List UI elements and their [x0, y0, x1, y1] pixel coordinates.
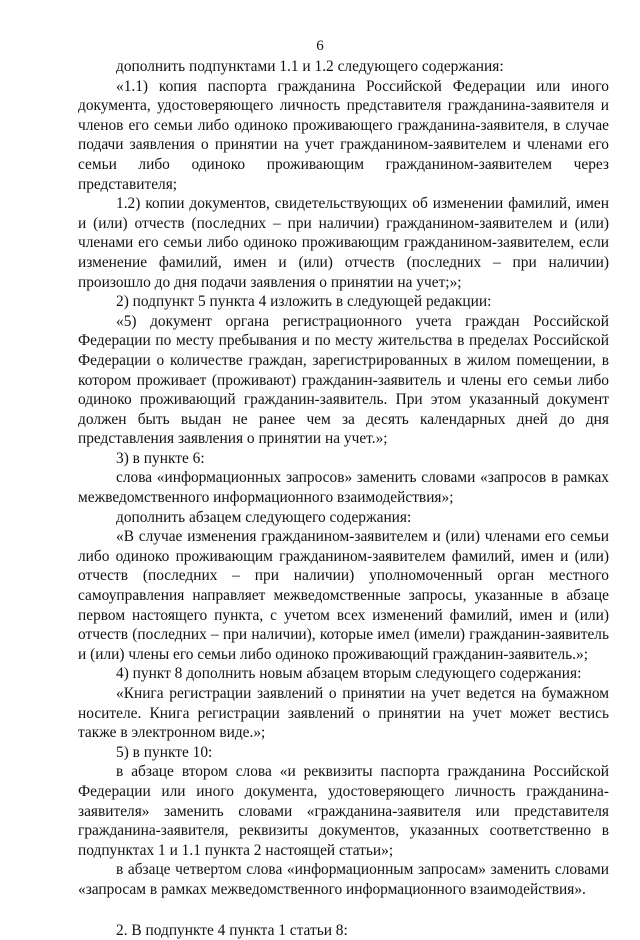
paragraph: 5) в пункте 10: [116, 743, 213, 761]
paragraph-spacer [78, 900, 609, 921]
paragraph: «1.1) копия паспорта гражданина Российской Федерации или иного документа, удостоверяющего личность представителя гражданина-заявителя и членов его семьи либо одиноко проживающего гражданина-заявителя, в случае подачи заявления о принятии на учет гражданином-заявителем и членами его семьи либо одиноко проживающим гражданином-заявителем через представителя; [78, 77, 609, 193]
paragraph: в абзаце четвертом слова «информационным запросам» заменить словами «запросам в рамках межведомственного информационного взаимодействия». [78, 861, 609, 898]
paragraph: дополнить абзацем следующего содержания: [116, 508, 412, 526]
paragraph: 4) пункт 8 дополнить новым абзацем вторым следующего содержания: [116, 665, 582, 683]
paragraph: 2) подпункт 5 пункта 4 изложить в следующей редакции: [116, 293, 492, 311]
paragraph: в абзаце втором слова «и реквизиты паспорта гражданина Российской Федерации или иного документа, удостоверяющего личность гражданина-заявителя» заменить словами «гражданина-заявителя или представителя гражданина-заявителя, реквизиты документов, указанных соответственно в подпунктах 1 и 1.1 пункта 2 настоящей статьи»; [78, 763, 609, 859]
paragraph: слова «информационных запросов» заменить словами «запросов в рамках межведомственного информационного взаимодействия»; [78, 469, 609, 507]
page-number: 6 [316, 38, 324, 54]
paragraph: «Книга регистрации заявлений о принятии на учет ведется на бумажном носителе. Книга регистрации заявлений о принятии на учет может вестись также в электронном виде.»; [78, 685, 609, 742]
paragraph: «В случае изменения гражданином-заявителем и (или) членами его семьи либо одиноко проживающим гражданином-заявителем фамилий, имен и (или) отчеств (последних – при наличии) уполномоченный орган местного самоуправления направляет межведомственные запросы, указанные в абзаце первом настоящего пункта, с учетом всех изменений фамилий, имен и (или) отчеств (последних – при наличии), которые имел (имели) гражданин-заявитель и (или) члены его семьи либо одиноко проживающий гражданин-заявитель.»; [78, 528, 609, 663]
document-body [78, 57, 609, 940]
paragraph: 2. В подпункте 4 пункта 1 статьи 8: [116, 921, 348, 939]
paragraph: дополнить подпунктами 1.1 и 1.2 следующего содержания: [116, 58, 504, 75]
paragraph: 3) в пункте 6: [116, 449, 205, 467]
paragraph: 1.2) копии документов, свидетельствующих об изменении фамилий, имен и (или) отчеств (последних – при наличии) гражданином-заявителем и (или) членами его семьи либо одиноко проживающим гражданином-заявителем, если изменение фамилий, имен и (или) отчеств (последних – при наличии) произошло до дня подачи заявления о принятии на учет;»; [78, 195, 609, 291]
paragraph: «5) документ органа регистрационного учета граждан Российской Федерации по месту пребывания и по месту жительства в пределах Российской Федерации о количестве граждан, зарегистрированных в жилом помещении, в котором проживает (проживают) гражданин-заявитель и члены его семьи либо одиноко проживающий гражданин-заявитель. При этом указанный документ должен быть выдан не ранее чем за десять календарных дней до дня представления заявления о принятии на учет.»; [78, 312, 609, 448]
